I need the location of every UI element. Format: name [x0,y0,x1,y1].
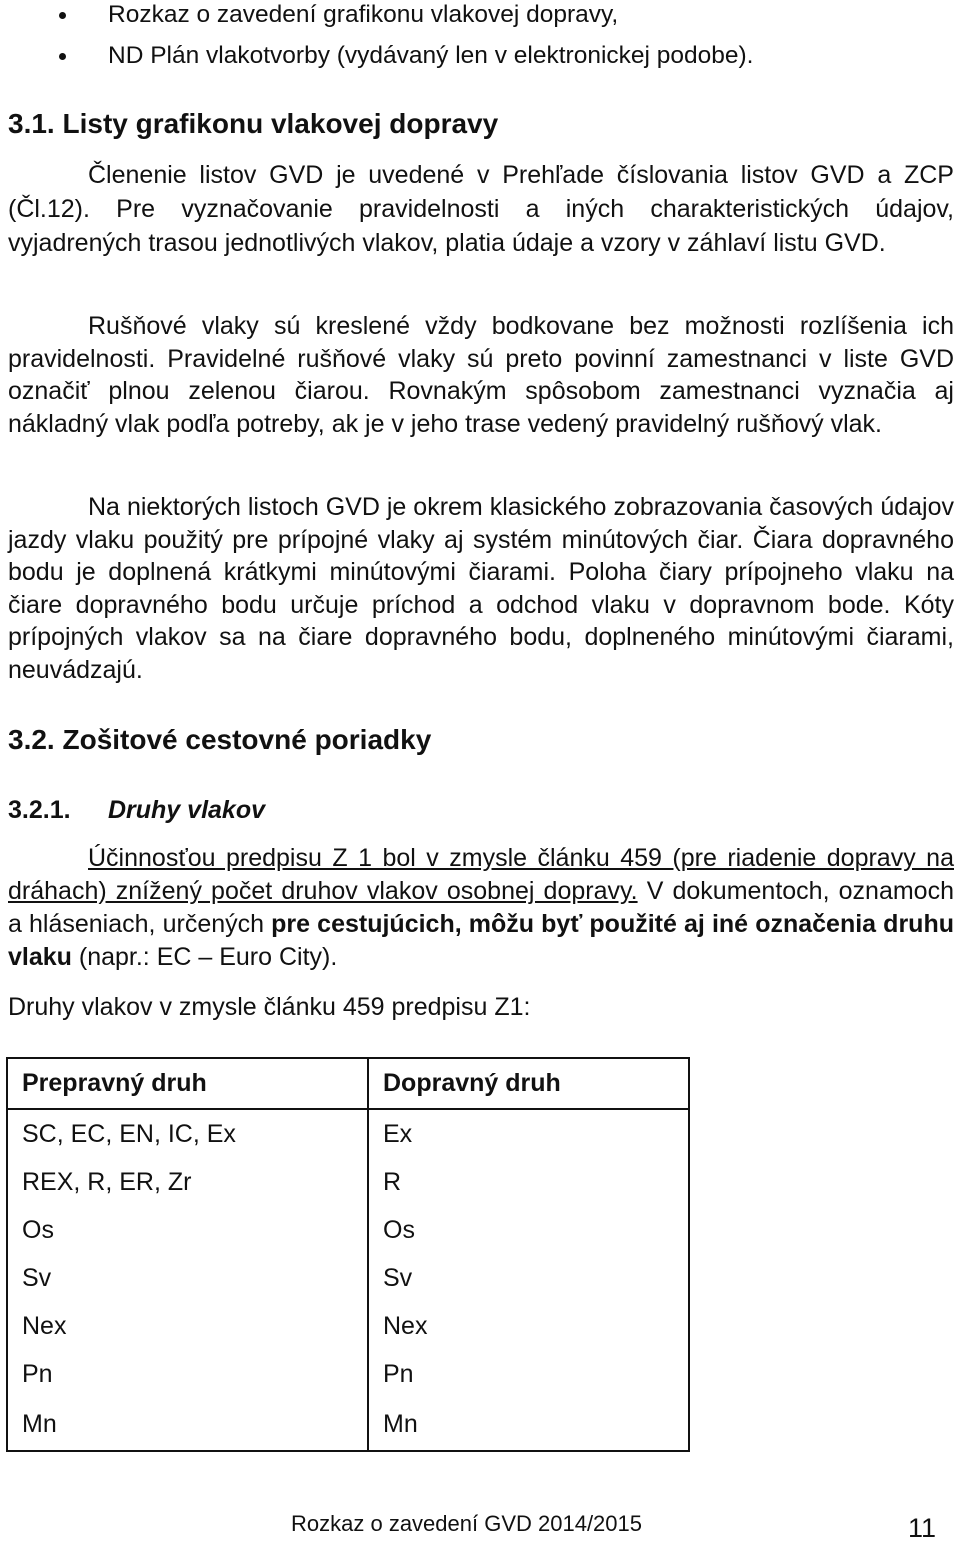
table-cell: Sv [368,1254,689,1302]
table-cell: Sv [7,1254,368,1302]
table-row [7,1109,689,1158]
subsection-heading-3-2-1 [8,792,265,828]
table-cell: Os [368,1206,689,1254]
bullet-item: Rozkaz o zavedení grafikonu vlakovej dopravy, [108,1,619,28]
table-cell: REX, R, ER, Zr [7,1158,368,1206]
paragraph-sheet-division: Členenie listov GVD je uvedené v Prehľade číslovania listov GVD a ZCP (Čl.12). Pre vyznačovanie pravidelnosti a iných charakteristických údajov, vyjadrených trasou jednotlivých vlakov, platia údaje a vzory v záhlaví listu GVD. [8,161,954,257]
subsection-title: Druhy vlakov [108,796,266,824]
table-header-row [7,1058,689,1109]
table-row [7,1350,689,1398]
table-cell: Ex [368,1109,689,1158]
table-row [7,1254,689,1302]
section-heading-3-2: 3.2. Zošitové cestovné poriadky [8,724,432,755]
table-cell: Os [7,1206,368,1254]
table-row [7,1398,689,1451]
table-cell: Nex [368,1302,689,1350]
table-cell: Nex [7,1302,368,1350]
page-footer-text: Rozkaz o zavedení GVD 2014/2015 [291,1511,643,1536]
plain-text: (napr.: EC – Euro City). [71,943,338,971]
section-heading-3-1: 3.1. Listy grafikonu vlakovej dopravy [8,108,499,139]
table-row [7,1158,689,1206]
paragraph-minute-lines: Na niektorých listoch GVD je okrem klasického zobrazovania časových údajov jazdy vlaku použitý pre prípojné vlaky aj systém minútových čiar. Čiara dopravného bodu je doplnená krátkymi minútovými čiarami. Poloha čiary prípojneho vlaku na čiare dopravného bodu určuje príchod a odchod vlaku v dopravnom bode. Kóty prípojných vlakov sa na čiare dopravného bodu, doplneného minútovými čiarami, neuvádzajú. [8,493,954,684]
table-cell: Pn [368,1350,689,1398]
plain-text: V dokumentoch, oznamoch a hláseniach, určených [8,877,954,938]
table-cell: SC, EC, EN, IC, Ex [7,1109,368,1158]
bold-text: pre cestujúcich, môžu byť použité aj iné označenia druhu vlaku [8,910,954,971]
bullet-item: ND Plán vlakotvorby (vydávaný len v elektronickej podobe). [108,42,754,69]
underlined-text: Účinnosťou predpisu Z 1 bol v zmysle článku 459 (pre riadenie dopravy na dráhach) znížený počet druhov vlakov osobnej dopravy. [8,844,954,905]
table-header-cell: Prepravný druh [7,1058,368,1109]
table-cell: R [368,1158,689,1206]
table-row [7,1206,689,1254]
table-row [7,1302,689,1350]
train-types-table [6,1057,690,1452]
table-header-cell: Dopravný druh [368,1058,689,1109]
paragraph-table-intro: Druhy vlakov v zmysle článku 459 predpisu Z1: [8,993,531,1021]
subsection-number: 3.2.1. [8,796,71,824]
table-cell: Mn [368,1398,689,1451]
table-cell: Pn [7,1350,368,1398]
paragraph-locomotive-trains: Rušňové vlaky sú kreslené vždy bodkovane bez možnosti rozlíšenia ich pravidelnosti. Pravidelné rušňové vlaky sú preto povinní zamestnanci v liste GVD označiť plnou zelenou čiarou. Rovnakým spôsobom zamestnanci vyznačia aj nákladný vlak podľa potreby, ak je v jeho trase vedený pravidelný rušňový vlak. [8,312,954,438]
table-cell: Mn [7,1398,368,1451]
page-number: 11 [908,1513,937,1543]
paragraph-train-types [8,842,954,974]
